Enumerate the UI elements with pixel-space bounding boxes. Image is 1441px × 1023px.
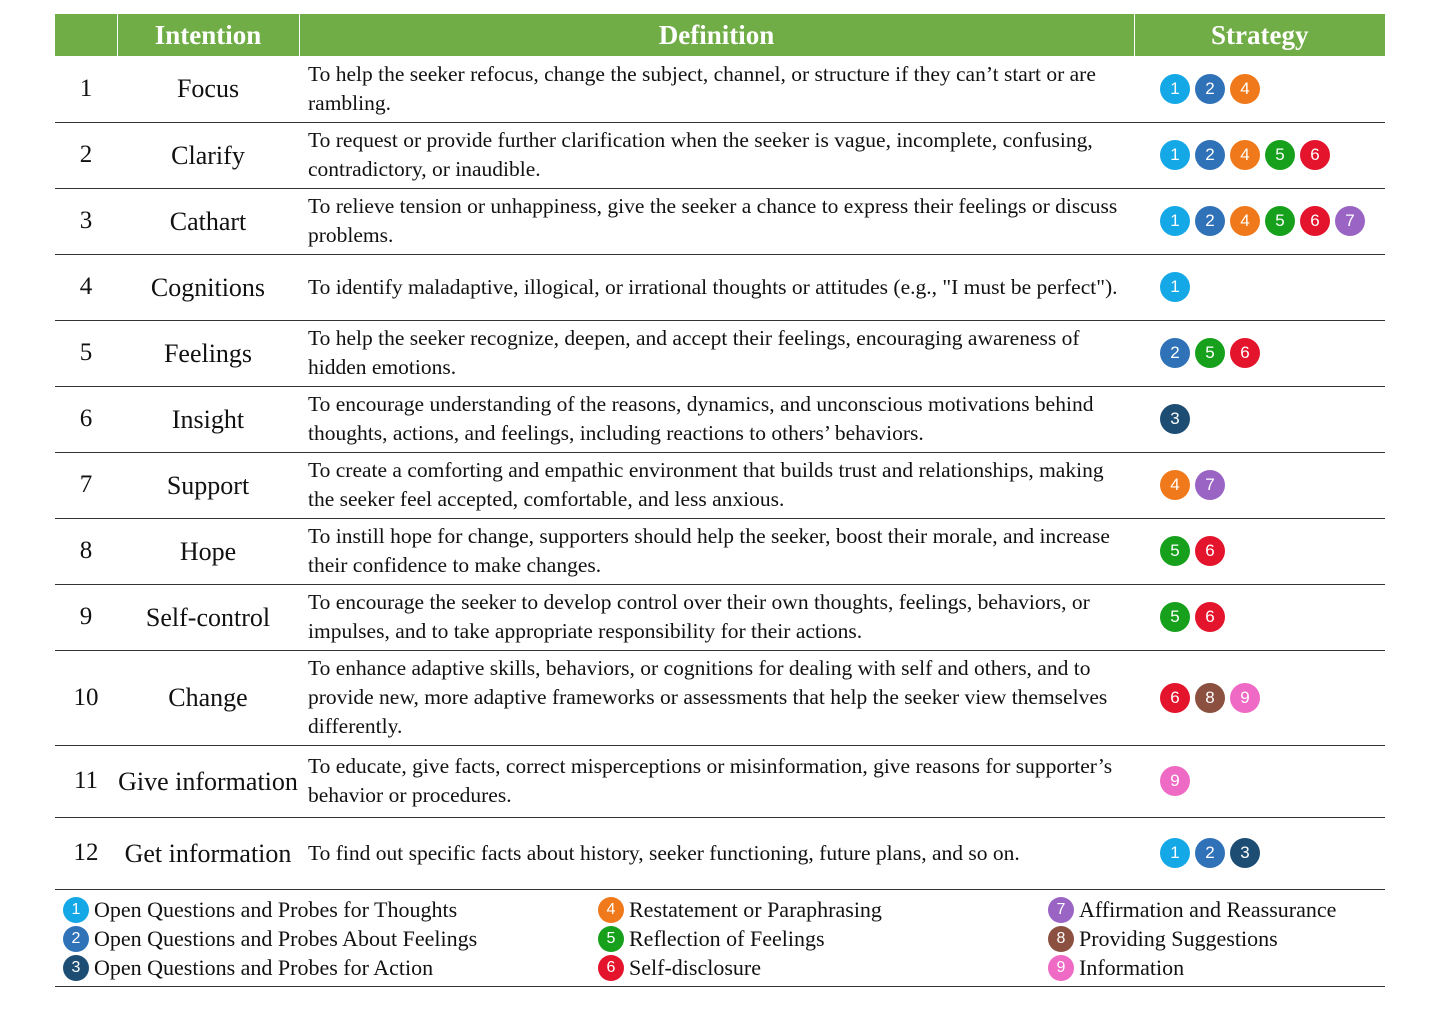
strategy-1-icon: 1	[1160, 272, 1190, 302]
strategy-badges	[1160, 766, 1385, 796]
definition-cell: To create a comforting and empathic environment that builds trust and relationships, making the seeker feel accepted, comfortable, and less anxious.	[299, 452, 1134, 518]
strategy-9-icon: 9	[1048, 955, 1074, 981]
strategy-9-icon: 9	[1160, 766, 1190, 796]
strategy-5-icon: 5	[1265, 206, 1295, 236]
strategy-6-icon: 6	[1230, 338, 1260, 368]
legend-column-1	[63, 896, 477, 983]
table-row	[55, 650, 1385, 745]
intention-cell: Feelings	[117, 320, 299, 386]
row-number: 8	[55, 518, 117, 584]
strategy-9-icon: 9	[1230, 683, 1260, 713]
strategy-8-icon: 8	[1048, 926, 1074, 952]
definition-cell: To enhance adaptive skills, behaviors, or cognitions for dealing with self and others, and to provide new, more adaptive frameworks or assessments that help the seeker view themselves differently.	[299, 650, 1134, 745]
strategy-6-icon: 6	[1160, 683, 1190, 713]
strategy-cell	[1134, 56, 1385, 122]
strategy-3-icon: 3	[1160, 404, 1190, 434]
intention-cell: Hope	[117, 518, 299, 584]
strategy-2-icon: 2	[63, 926, 89, 952]
table-row	[55, 122, 1385, 188]
legend-label: Information	[1079, 955, 1185, 980]
definition-cell: To instill hope for change, supporters should help the seeker, boost their morale, and increase their confidence to make changes.	[299, 518, 1134, 584]
strategy-cell	[1134, 745, 1385, 817]
intention-cell: Cathart	[117, 188, 299, 254]
row-number: 3	[55, 188, 117, 254]
legend-column-2	[598, 896, 882, 983]
intention-cell: Support	[117, 452, 299, 518]
table-row	[55, 584, 1385, 650]
strategy-legend	[55, 890, 1385, 987]
strategy-cell	[1134, 650, 1385, 745]
strategy-cell	[1134, 817, 1385, 889]
strategy-cell	[1134, 188, 1385, 254]
strategy-badges	[1160, 838, 1385, 868]
strategy-badges	[1160, 338, 1385, 368]
header-strategy: Strategy	[1134, 14, 1385, 56]
row-number: 2	[55, 122, 117, 188]
row-number: 6	[55, 386, 117, 452]
legend-item	[1048, 896, 1336, 925]
intention-cell: Get information	[117, 817, 299, 889]
legend-label: Open Questions and Probes for Action	[94, 955, 434, 980]
strategy-2-icon: 2	[1195, 74, 1225, 104]
row-number: 5	[55, 320, 117, 386]
legend-item	[1048, 954, 1336, 983]
strategy-3-icon: 3	[63, 955, 89, 981]
strategy-badges	[1160, 404, 1385, 434]
strategy-4-icon: 4	[598, 897, 624, 923]
strategy-6-icon: 6	[1300, 140, 1330, 170]
strategy-7-icon: 7	[1048, 897, 1074, 923]
table-row	[55, 320, 1385, 386]
definition-cell: To relieve tension or unhappiness, give the seeker a chance to express their feelings or discuss problems.	[299, 188, 1134, 254]
legend-item	[598, 925, 882, 954]
strategy-cell	[1134, 584, 1385, 650]
strategy-1-icon: 1	[1160, 838, 1190, 868]
strategy-6-icon: 6	[1195, 602, 1225, 632]
strategy-cell	[1134, 320, 1385, 386]
table-row	[55, 56, 1385, 122]
strategy-badges	[1160, 140, 1385, 170]
strategy-1-icon: 1	[1160, 140, 1190, 170]
strategy-7-icon: 7	[1335, 206, 1365, 236]
strategy-4-icon: 4	[1230, 140, 1260, 170]
strategy-2-icon: 2	[1160, 338, 1190, 368]
intention-cell: Clarify	[117, 122, 299, 188]
legend-item	[63, 954, 477, 983]
table-row	[55, 188, 1385, 254]
row-number: 10	[55, 650, 117, 745]
strategy-2-icon: 2	[1195, 140, 1225, 170]
strategy-5-icon: 5	[1195, 338, 1225, 368]
legend-item	[63, 896, 477, 925]
row-number: 7	[55, 452, 117, 518]
strategy-badges	[1160, 206, 1385, 236]
definition-cell: To educate, give facts, correct misperceptions or misinformation, give reasons for supporter’s behavior or procedures.	[299, 745, 1134, 817]
strategy-badges	[1160, 683, 1385, 713]
legend-item	[598, 954, 882, 983]
intention-cell: Cognitions	[117, 254, 299, 320]
strategy-2-icon: 2	[1195, 206, 1225, 236]
header-intention: Intention	[117, 14, 299, 56]
legend-label: Self-disclosure	[629, 955, 761, 980]
strategy-badges	[1160, 272, 1385, 302]
strategy-badges	[1160, 536, 1385, 566]
strategy-cell	[1134, 452, 1385, 518]
definition-cell: To find out specific facts about history, seeker functioning, future plans, and so on.	[299, 817, 1134, 889]
strategy-5-icon: 5	[1160, 536, 1190, 566]
definition-cell: To help the seeker recognize, deepen, and accept their feelings, encouraging awareness of hidden emotions.	[299, 320, 1134, 386]
strategy-cell	[1134, 518, 1385, 584]
definition-cell: To encourage understanding of the reasons, dynamics, and unconscious motivations behind thoughts, actions, and feelings, including reactions to others’ behaviors.	[299, 386, 1134, 452]
definition-cell: To help the seeker refocus, change the subject, channel, or structure if they can’t start or are rambling.	[299, 56, 1134, 122]
strategy-4-icon: 4	[1230, 74, 1260, 104]
strategy-badges	[1160, 602, 1385, 632]
legend-item	[63, 925, 477, 954]
table-row	[55, 518, 1385, 584]
table-body	[55, 56, 1385, 889]
strategy-5-icon: 5	[1265, 140, 1295, 170]
strategy-5-icon: 5	[598, 926, 624, 952]
strategy-badges	[1160, 470, 1385, 500]
intention-strategy-table-container	[55, 14, 1385, 987]
definition-cell: To identify maladaptive, illogical, or irrational thoughts or attitudes (e.g., "I must be perfect").	[299, 254, 1134, 320]
definition-cell: To encourage the seeker to develop control over their own thoughts, feelings, behaviors, or impulses, and to take appropriate responsibility for their actions.	[299, 584, 1134, 650]
intention-strategy-table	[55, 14, 1385, 890]
legend-item	[598, 896, 882, 925]
strategy-cell	[1134, 122, 1385, 188]
strategy-2-icon: 2	[1195, 838, 1225, 868]
header-definition: Definition	[299, 14, 1134, 56]
strategy-4-icon: 4	[1230, 206, 1260, 236]
table-row	[55, 817, 1385, 889]
table-header-row	[55, 14, 1385, 56]
legend-column-3	[1048, 896, 1336, 983]
legend-label: Open Questions and Probes About Feelings	[94, 926, 478, 951]
strategy-cell	[1134, 254, 1385, 320]
legend-label: Reflection of Feelings	[629, 926, 825, 951]
strategy-cell	[1134, 386, 1385, 452]
legend-label: Restatement or Paraphrasing	[629, 897, 882, 922]
legend-label: Open Questions and Probes for Thoughts	[94, 897, 458, 922]
strategy-7-icon: 7	[1195, 470, 1225, 500]
legend-item	[1048, 925, 1336, 954]
strategy-badges	[1160, 74, 1385, 104]
strategy-6-icon: 6	[1300, 206, 1330, 236]
table-row	[55, 254, 1385, 320]
header-number	[55, 14, 117, 56]
strategy-6-icon: 6	[598, 955, 624, 981]
strategy-1-icon: 1	[1160, 206, 1190, 236]
row-number: 1	[55, 56, 117, 122]
strategy-6-icon: 6	[1195, 536, 1225, 566]
intention-cell: Focus	[117, 56, 299, 122]
intention-cell: Give information	[117, 745, 299, 817]
legend-label: Providing Suggestions	[1079, 926, 1278, 951]
table-row	[55, 386, 1385, 452]
strategy-1-icon: 1	[1160, 74, 1190, 104]
intention-cell: Change	[117, 650, 299, 745]
strategy-1-icon: 1	[63, 897, 89, 923]
row-number: 11	[55, 745, 117, 817]
intention-cell: Self-control	[117, 584, 299, 650]
strategy-8-icon: 8	[1195, 683, 1225, 713]
legend-label: Affirmation and Reassurance	[1079, 897, 1337, 922]
row-number: 12	[55, 817, 117, 889]
table-row	[55, 745, 1385, 817]
strategy-3-icon: 3	[1230, 838, 1260, 868]
definition-cell: To request or provide further clarification when the seeker is vague, incomplete, confusing, contradictory, or inaudible.	[299, 122, 1134, 188]
intention-cell: Insight	[117, 386, 299, 452]
strategy-4-icon: 4	[1160, 470, 1190, 500]
strategy-5-icon: 5	[1160, 602, 1190, 632]
table-row	[55, 452, 1385, 518]
row-number: 9	[55, 584, 117, 650]
row-number: 4	[55, 254, 117, 320]
